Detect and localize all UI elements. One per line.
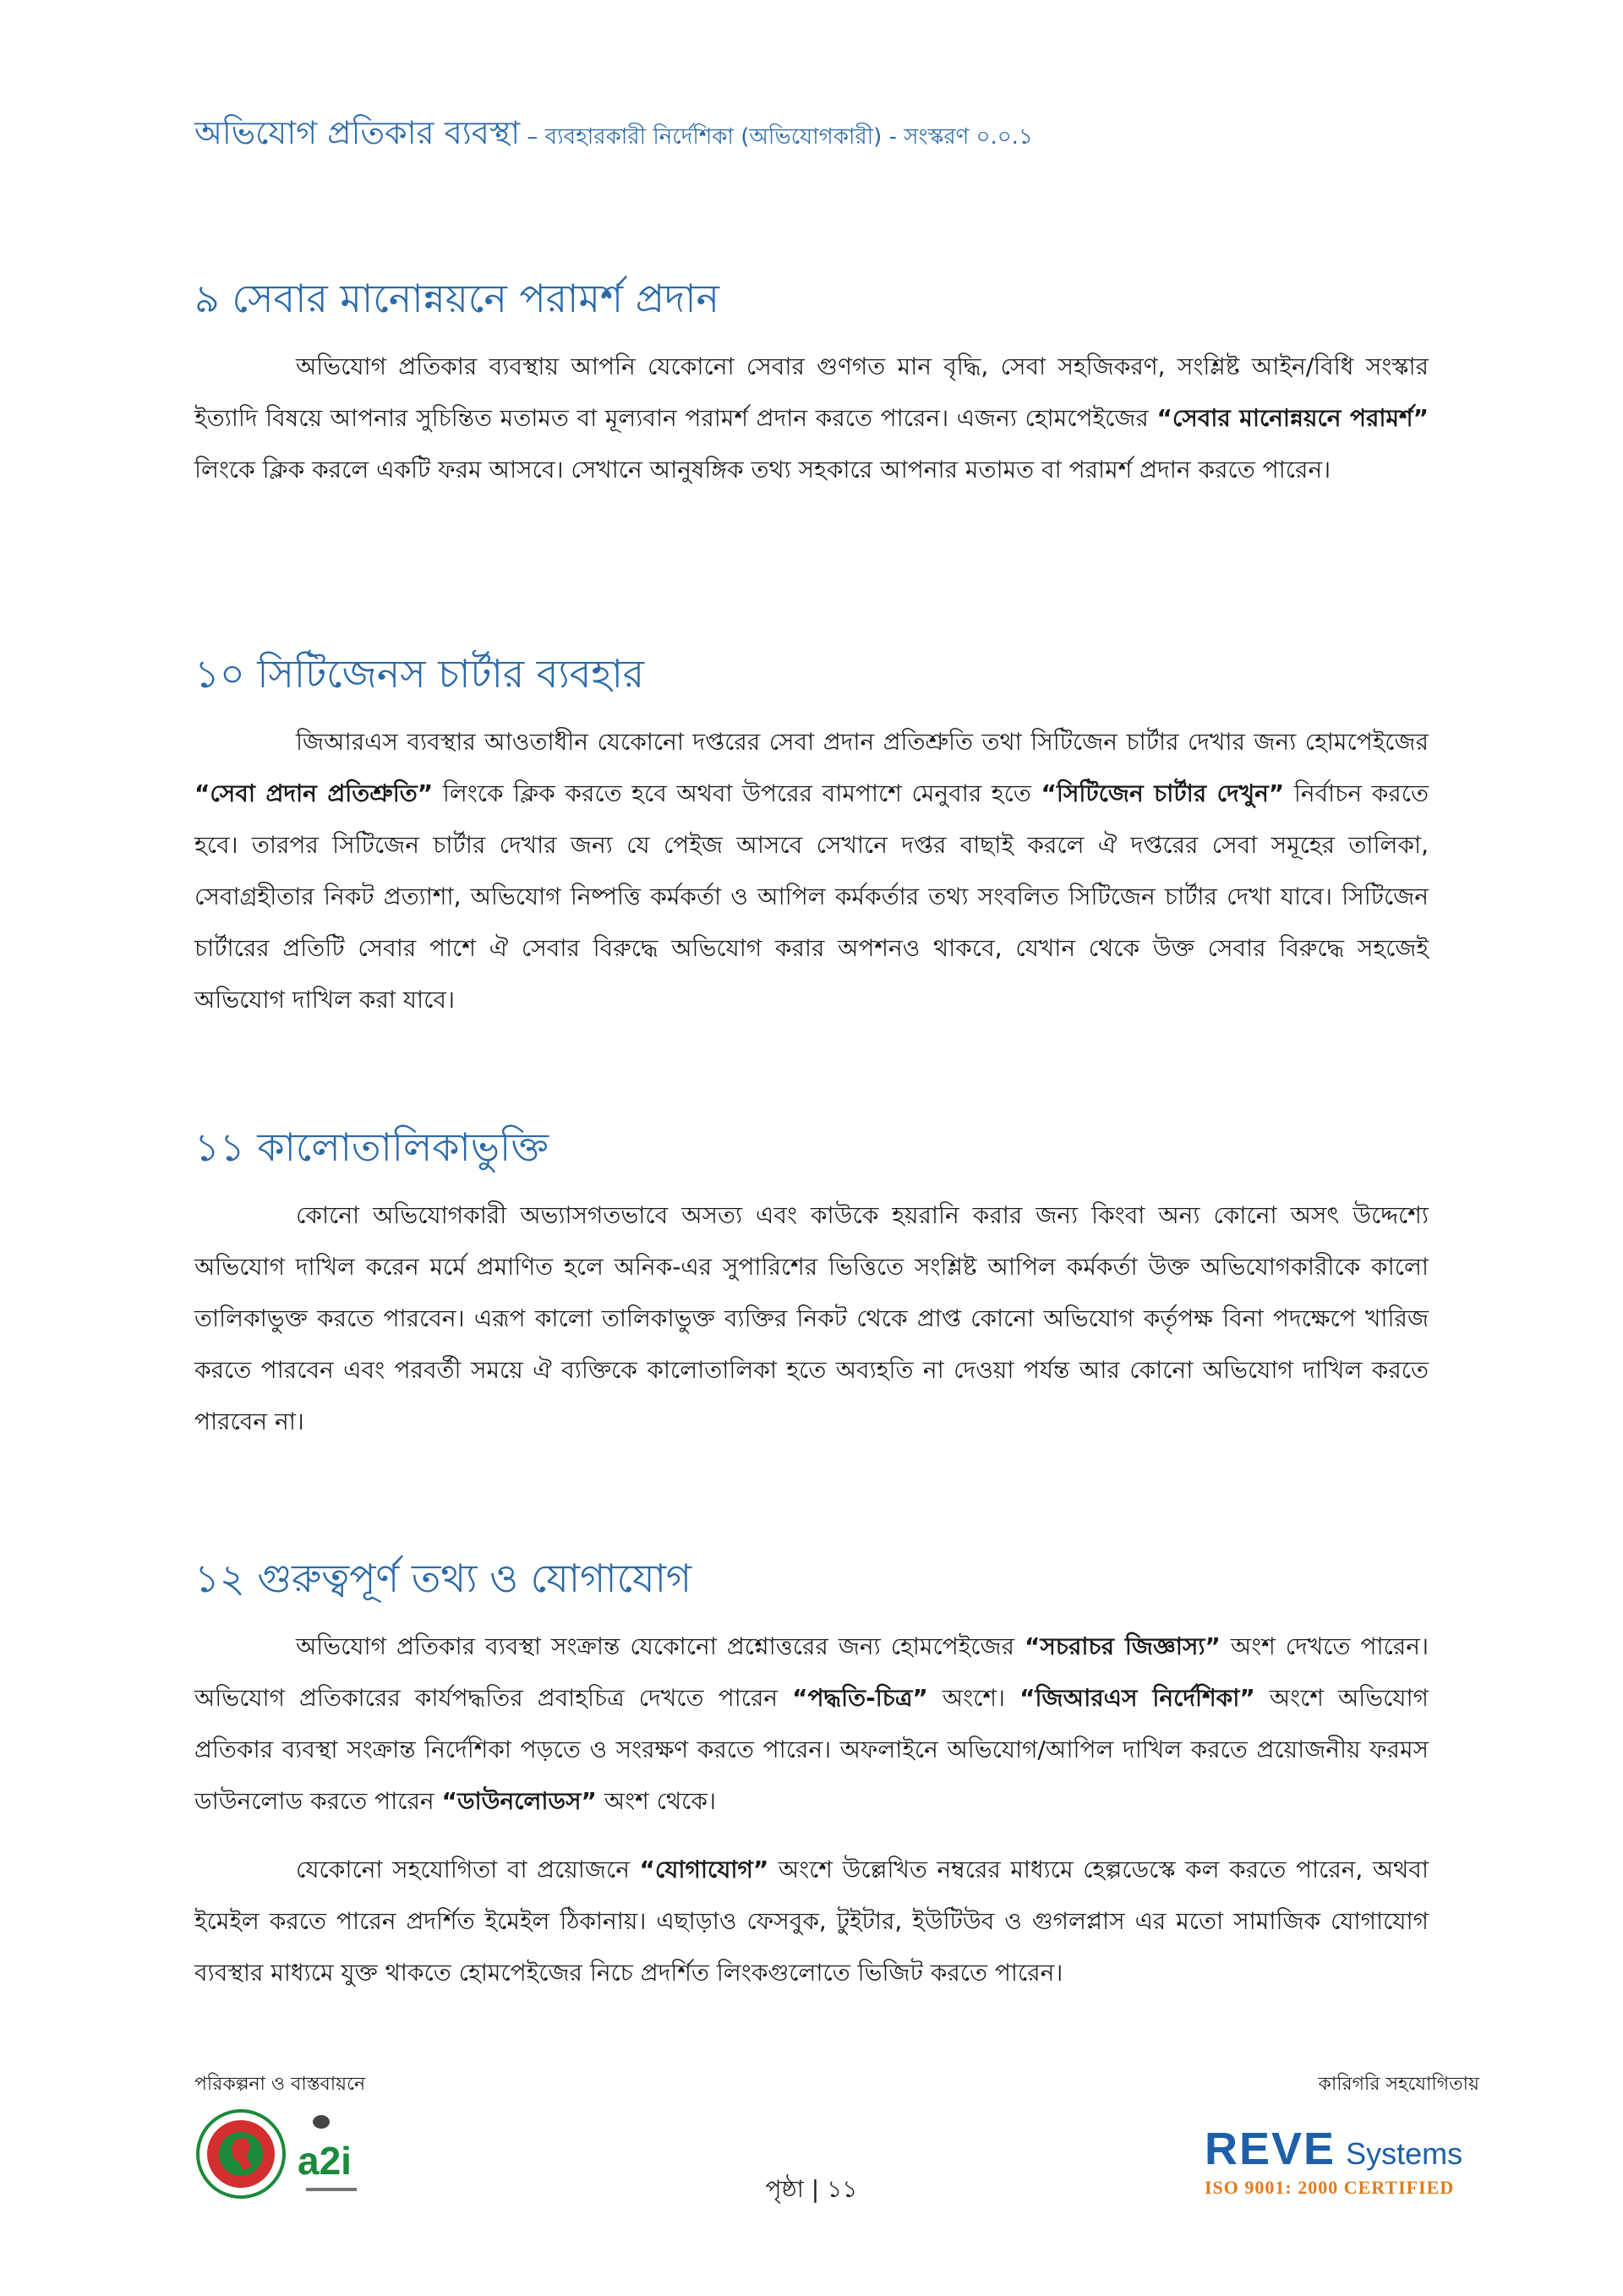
section-10 xyxy=(194,651,1429,1025)
bold-link-name: “সেবা প্রদান প্রতিশ্রুতি” xyxy=(194,779,434,808)
reve-systems-logo xyxy=(1205,2126,1484,2211)
footer-right-label: কারিগরি সহযোগিতায় xyxy=(1318,2074,1479,2095)
bold-link-name: “সচরাচর জিজ্ঞাস্য” xyxy=(1025,1632,1221,1661)
section-heading: ১২ গুরুত্বপূর্ণ তথ্য ও যোগাযোগ xyxy=(194,1555,692,1601)
reve-brand-name: REVE xyxy=(1205,2124,1336,2174)
section-paragraph xyxy=(194,1844,1429,1998)
iso-certification: ISO 9001: 2000 CERTIFIED xyxy=(1205,2177,1455,2198)
page-number: পৃষ্ঠা | ১১ xyxy=(765,2175,858,2203)
text-run: অংশ থেকে। xyxy=(596,1787,716,1816)
section-paragraph xyxy=(194,716,1429,1025)
section-heading: ১০ সিটিজেনস চার্টার ব্যবহার xyxy=(194,651,645,697)
reve-brand xyxy=(1205,2126,1484,2172)
bold-link-name: “সেবার মানোন্নয়নে পরামর্শ” xyxy=(1156,404,1429,433)
text-run: অভিযোগ প্রতিকার ব্যবস্থায় আপনি যেকোনো সেবার গুণগত মান বৃদ্ধি, সেবা সহজিকরণ, সংশ্লিষ্ট আইন/বিধি সংস্কার ইত্যাদি বিষয়ে আপনার সুচিন্তিত মতামত বা মূল্যবান পরামর্শ প্রদান করতে পারেন। এজন্য হোমপেইজের xyxy=(194,353,1429,433)
section-heading: ৯ সেবার মানোন্নয়নে পরামর্শ প্রদান xyxy=(194,276,720,321)
a2i-bird-icon xyxy=(313,2115,330,2129)
text-run: যেকোনো সহযোগিতা বা প্রয়োজনে xyxy=(296,1856,640,1884)
text-run: অভিযোগ প্রতিকার ব্যবস্থা সংক্রান্ত যেকোনো প্রশ্নোত্তরের জন্য হোমপেইজের xyxy=(296,1632,1025,1661)
reve-brand-suffix: Systems xyxy=(1346,2136,1463,2171)
text-run: অংশে উল্লেখিত নম্বরের মাধ্যমে হেল্পডেস্কে কল করতে পারেন, অথবা ইমেইল করতে পারেন প্রদর্শিত ইমেইল ঠিকানায়। এছাড়াও ফেসবুক, টুইটার, ইউটিউব ও গুগলপ্লাস এর মতো সামাজিক যোগাযোগ ব্যবস্থার মাধ্যমে যুক্ত থাকতে হোমপেইজের নিচে প্রদর্শিত লিংকগুলোতে ভিজিট করতে পারেন। xyxy=(194,1856,1429,1987)
section-9 xyxy=(194,276,1429,495)
document-title: অভিযোগ প্রতিকার ব্যবস্থা xyxy=(194,114,521,151)
text-run: অংশ দেখতে পারেন। অভিযোগ প্রতিকারের কার্যপদ্ধতির প্রবাহচিত্র দেখতে পারেন xyxy=(194,1632,1429,1713)
a2i-logo-text: a2i xyxy=(298,2139,352,2183)
bold-link-name: “পদ্ধতি-চিত্র” xyxy=(792,1684,928,1713)
text-run: কোনো অভিযোগকারী অভ্যাসগতভাবে অসত্য এবং কাউকে হয়রানি করার জন্য কিংবা অন্য কোনো অসৎ উদ্দেশ্যে অভিযোগ দাখিল করেন মর্মে প্রমাণিত হলে অনিক-এর সুপারিশের ভিত্তিতে সংশ্লিষ্ট আপিল কর্মকর্তা উক্ত অভিযোগকারীকে কালো তালিকাভুক্ত করতে পারবেন। এরূপ কালো তালিকাভুক্ত ব্যক্তির নিকট থেকে প্রাপ্ত কোনো অভিযোগ কর্তৃপক্ষ বিনা পদক্ষেপে খারিজ করতে পারবেন এবং পরবর্তী সময়ে ঐ ব্যক্তিকে কালোতালিকা হতে অব্যহতি না দেওয়া পর্যন্ত আর কোনো অভিযোগ দাখিল করতে পারবেন না। xyxy=(194,1201,1429,1436)
text-run: নির্বাচন করতে হবে। তারপর সিটিজেন চার্টার দেখার জন্য যে পেইজ আসবে সেখানে দপ্তর বাছাই করলে ঐ দপ্তরের সেবা সমূহের তালিকা, সেবাগ্রহীতার নিকট প্রত্যাশা, অভিযোগ নিষ্পত্তি কর্মকর্তা ও আপিল কর্মকর্তার তথ্য সংবলিত সিটিজেন চার্টার দেখা যাবে। সিটিজেন চার্টারের প্রতিটি সেবার পাশে ঐ সেবার বিরুদ্ধে অভিযোগ করার অপশনও থাকবে, যেখান থেকে উক্ত সেবার বিরুদ্ধে সহজেই অভিযোগ দাখিল করা যাবে। xyxy=(194,779,1429,1014)
section-paragraph xyxy=(194,1189,1429,1447)
bold-link-name: “যোগাযোগ” xyxy=(639,1856,769,1884)
running-header xyxy=(194,108,1462,162)
section-12 xyxy=(194,1555,1429,1998)
bold-link-name: “সিটিজেন চার্টার দেখুন” xyxy=(1041,779,1285,808)
section-paragraph xyxy=(194,341,1429,495)
text-run: জিআরএস ব্যবস্থার আওতাধীন যেকোনো দপ্তরের সেবা প্রদান প্রতিশ্রুতি তথা সিটিজেন চার্টার দেখার জন্য হোমপেইজের xyxy=(296,728,1429,757)
text-run: লিংকে ক্লিক করতে হবে অথবা উপরের বামপাশে মেনুবার হতে xyxy=(433,779,1041,808)
document-subtitle: – ব্যবহারকারী নির্দেশিকা (অভিযোগকারী) - সংস্করণ ০.০.১ xyxy=(520,124,1033,150)
section-11 xyxy=(194,1124,1429,1447)
bold-link-name: “জিআরএস নির্দেশিকা” xyxy=(1019,1684,1255,1713)
section-paragraph xyxy=(194,1621,1429,1827)
text-run: অংশে অভিযোগ প্রতিকার ব্যবস্থা সংক্রান্ত নির্দেশিকা পড়তে ও সংরক্ষণ করতে পারেন। অফলাইনে অভিযোগ/আপিল দাখিল করতে প্রয়োজনীয় ফরমস ডাউনলোড করতে পারেন xyxy=(194,1684,1429,1816)
footer-left-label: পরিকল্পনা ও বাস্তবায়নে xyxy=(194,2074,366,2095)
section-heading: ১১ কালোতালিকাভুক্তি xyxy=(194,1124,549,1170)
bold-link-name: “ডাউনলোডস” xyxy=(441,1787,597,1816)
text-run: অংশে। xyxy=(927,1684,1020,1713)
text-run: লিংকে ক্লিক করলে একটি ফরম আসবে। সেখানে আনুষঙ্গিক তথ্য সহকারে আপনার মতামত বা পরামর্শ প্রদান করতে পারেন। xyxy=(194,456,1331,484)
